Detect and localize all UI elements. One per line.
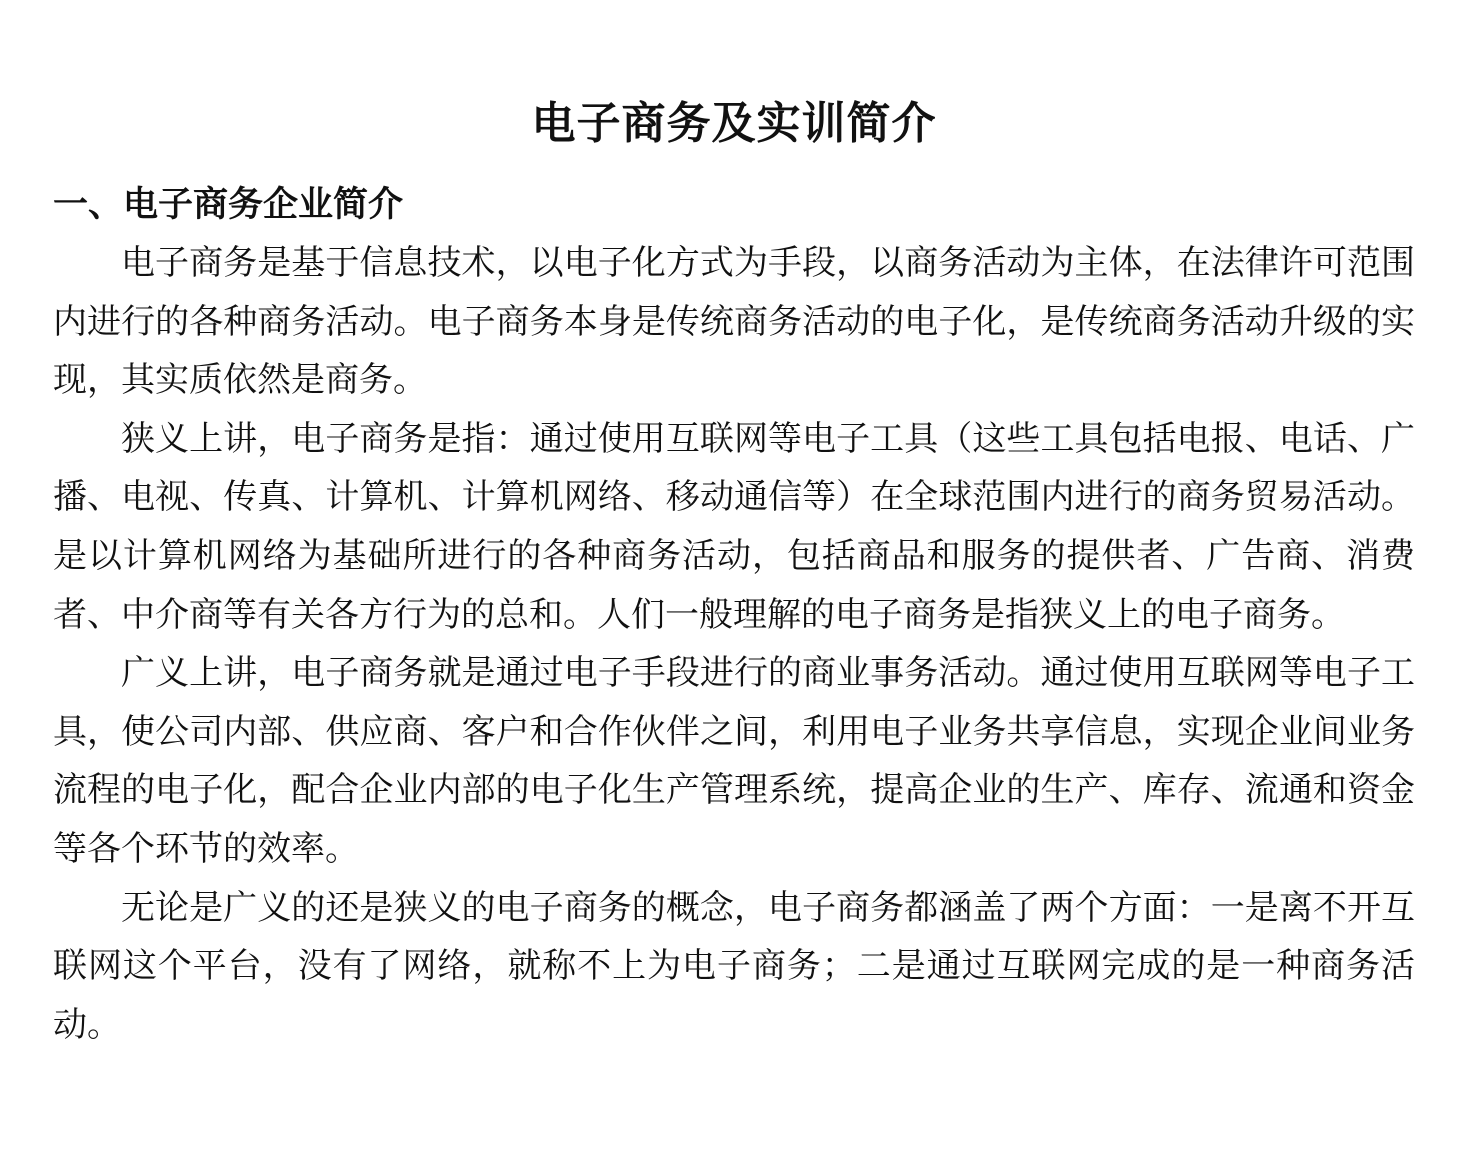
paragraph-summary: 无论是广义的还是狭义的电子商务的概念，电子商务都涵盖了两个方面：一是离不开互联网这个平台，没有了网络，就称不上为电子商务；二是通过互联网完成的是一种商务活动。 [53, 887, 1415, 1045]
paragraph-narrow-sense: 狭义上讲，电子商务是指：通过使用互联网等电子工具（这些工具包括电报、电话、广播、电视、传真、计算机、计算机网络、移动通信等）在全球范围内进行的商务贸易活动。是以计算机网络为基础所进行的各种商务活动，包括商品和服务的提供者、广告商、消费者、中介商等有关各方行为的总和。人们一般理解的电子商务是指狭义上的电子商务。 [53, 418, 1415, 635]
section-body [53, 234, 1415, 1054]
paragraph-broad-sense: 广义上讲，电子商务就是通过电子手段进行的商业事务活动。通过使用互联网等电子工具，使公司内部、供应商、客户和合作伙伴之间，利用电子业务共享信息，实现企业间业务流程的电子化，配合企业内部的电子化生产管理系统，提高企业的生产、库存、流通和资金等各个环节的效率。 [53, 653, 1415, 869]
section-heading: 一、电子商务企业简介 [53, 185, 404, 225]
document-page [53, 0, 1415, 1054]
paragraph-definition: 电子商务是基于信息技术，以电子化方式为手段，以商务活动为主体，在法律许可范围内进行的各种商务活动。电子商务本身是传统商务活动的电子化，是传统商务活动升级的实现，其实质依然是商务。 [53, 243, 1415, 401]
document-title: 电子商务及实训简介 [531, 98, 937, 149]
